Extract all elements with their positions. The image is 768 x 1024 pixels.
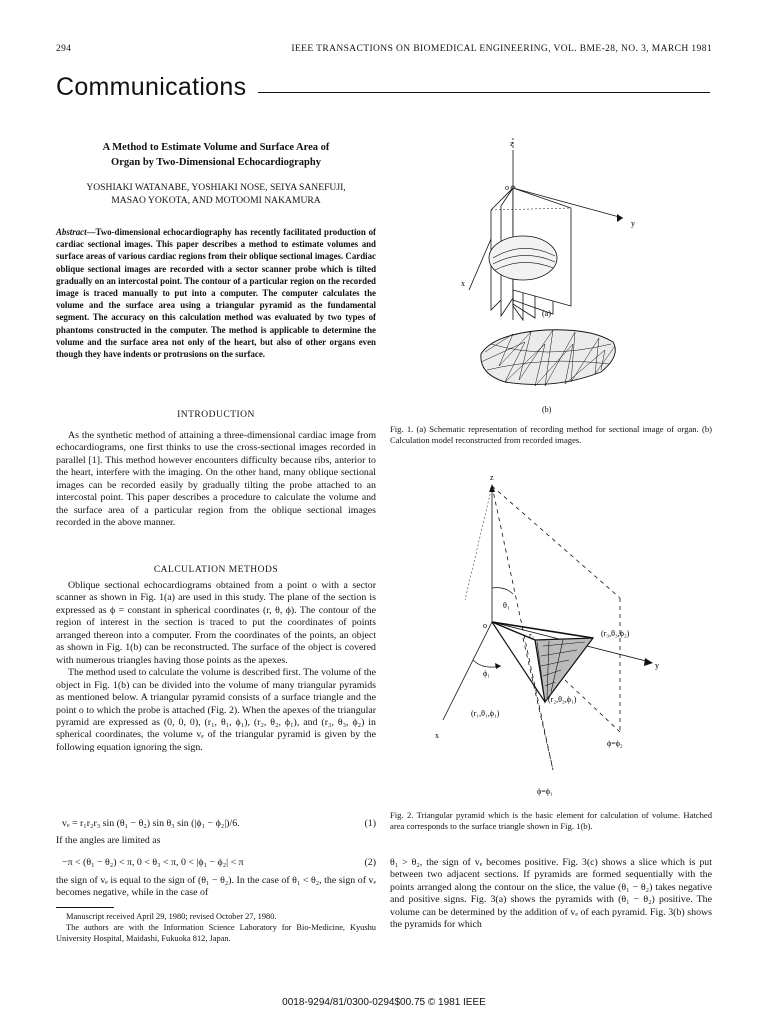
introduction-heading: INTRODUCTION xyxy=(177,410,255,420)
figure-2 xyxy=(425,470,665,800)
abstract-label: Abstract xyxy=(56,227,87,237)
abstract-text: —Two-dimensional echocardiography has recently facilitated production of cardiac sectional images. This paper describes a method to estimate volumes and surface areas of various cardiac regions from their oblique sectional images. Cardiac oblique sectional images are recorded with a sector scanner probe which is tilted gradually on an intercostal point. The contour of a particular region on the recorded image is traced manually to put into a computer. The computer calculates the volume and the surface area using a triangular pyramid as the fundamental segment. The accuracy on this calculation method was evaluated by two types of phantoms constructed in the computer. The method is applicable to determine the volume and the surface area not only of the heart, but also of other organs even though they have indents or protrusions on the surface. xyxy=(56,227,376,360)
figure-1-caption: Fig. 1. (a) Schematic representation of recording method for sectional image of organ. (b) Calculation model reconstructed from recorded images. xyxy=(390,424,712,445)
fig1-axis-z: z xyxy=(510,139,514,148)
footnote: Manuscript received April 29, 1980; revised October 27, 1980. The authors are with the Information Science Laboratory for Bio-Medicine, Kyushu University Hospital, Maidashi, Fukuoka 812, Japan. xyxy=(56,912,376,943)
fig2-phi1: ϕ₁ xyxy=(483,669,490,678)
fig2-point-1: (r₁,θ₁,ϕ₁) xyxy=(471,709,500,718)
fig1-label-a: (a) xyxy=(542,309,551,318)
page-number: 294 xyxy=(56,44,72,54)
figure-1 xyxy=(395,130,715,420)
figure-1a-schematic xyxy=(469,138,623,320)
fig1-axis-y: y xyxy=(631,219,635,228)
methods-para3: the sign of vₑ is equal to the sign of (θ₁ − θ₂). In the case of θ₁ < θ₂, the sign of vₑ becomes negative, while in the case of xyxy=(56,875,376,899)
fig2-axis-x: x xyxy=(435,731,439,740)
fig1-label-b: (b) xyxy=(542,405,552,414)
article-authors: YOSHIAKI WATANABE, YOSHIAKI NOSE, SEIYA SANEFUJI, MASAO YOKOTA, AND MOTOOMI NAKAMURA xyxy=(86,182,346,206)
journal-header: IEEE TRANSACTIONS ON BIOMEDICAL ENGINEERING, VOL. BME-28, NO. 3, MARCH 1981 xyxy=(291,44,712,54)
fig2-point-3: (r₃,θ₃,ϕ₂) xyxy=(601,629,630,638)
limits-text: If the angles are limited as xyxy=(56,835,161,846)
methods-heading: CALCULATION METHODS xyxy=(153,565,279,575)
figure-1b-model xyxy=(481,330,615,386)
fig2-theta1: θ₁ xyxy=(503,601,510,610)
equation-1: vₑ = r₁r₂r₃ sin (θ₁ − θ₂) sin θ₃ sin (|ϕ₁ − ϕ₂|)/6. (1) xyxy=(62,818,376,829)
copyright-line: 0018-9294/81/0300-0294$00.75 © 1981 IEEE xyxy=(282,997,486,1008)
abstract xyxy=(56,226,376,360)
figure-2-diagram xyxy=(443,484,653,770)
fig2-point-2: (r₂,θ₂,ϕ₁) xyxy=(548,695,577,704)
section-title-rule xyxy=(258,92,710,93)
equation-2: −π < (θ₁ − θ₂) < π, 0 < θ₃ < π, 0 < |ϕ₁ − ϕ₂| < π (2) xyxy=(62,857,376,868)
footnote-rule xyxy=(56,907,114,908)
fig1-origin: o xyxy=(505,183,509,192)
methods-continuation: θ₁ > θ₂, the sign of vₑ becomes positive. Fig. 3(c) shows a slice which is put between two adjacent sections. If pyramids are formed sequentially with the points arranged along the contour on the slice, the value (θ₁ − θ₂) takes negative and positive signs. Fig. 3(a) shows the pyramids with (θ₁ − θ₂) positive. The volume can be determined by the addition of vₑ of each pyramid. Fig. 3(b) shows the pyramids for which xyxy=(390,857,712,931)
methods-para1: Oblique sectional echocardiograms obtained from a point o with a sector scanner as shown in Fig. 1(a) are used in this study. The plane of the section is expressed as ϕ = constant in spherical coordinates (r, θ, ϕ). The contour of the region of interest in the section is traced to put the coordinates of points arranged thereon into a computer. From the coordinates of the points, an object as shown in Fig. 1(b) can be reconstructed. The surface of the object is covered with numerous triangles having those points as the apexes. xyxy=(56,580,376,666)
fig2-phi-eq-phi2: ϕ=ϕ₂ xyxy=(607,739,623,748)
fig2-phi-eq-phi1: ϕ=ϕ₁ xyxy=(537,787,553,796)
fig2-axis-y: y xyxy=(655,661,659,670)
fig2-r1: r₁ xyxy=(529,631,535,640)
figure-2-caption: Fig. 2. Triangular pyramid which is the basic element for calculation of volume. Hatched area corresponds to the surface triangle shown in Fig. 1(b). xyxy=(390,810,712,831)
methods-body xyxy=(56,580,376,754)
article-title: A Method to Estimate Volume and Surface Area of Organ by Two-Dimensional Echocardiography xyxy=(102,142,330,168)
fig2-axis-z: z xyxy=(490,473,494,482)
introduction-body: As the synthetic method of attaining a three-dimensional cardiac image from echocardiograms, one first thinks to use the cross-sectional images recorded in parallel [1]. This method however encounters difficulty because ribs, anterior to the heart, interfere with the imaging. On the other hand, many oblique sectional images can be recorded easily by gradually tilting the probe attached to an intercostal point. This paper describes a procedure to calculate the volume and the surface area of a particular region from the oblique sectional images recorded in the above manner. xyxy=(56,430,376,529)
fig2-origin: o xyxy=(483,621,487,630)
fig1-axis-x: x xyxy=(461,279,465,288)
section-title: Communications xyxy=(56,73,247,101)
methods-para2: The method used to calculate the volume is described first. The volume of the object in Fig. 1(b) can be divided into the volume of many triangular pyramids as mentioned below. A triangular pyramid consists of a surface triangle and the point o to which the probe is attached (Fig. 2). When the apexes of the triangular pyramid are expressed as (0, 0, 0), (r₁, θ₁, ϕ₁), (r₂, θ₂, ϕ₁), and (r₃, θ₃, ϕ₂) in spherical coordinates, the volume vₑ of the triangular pyramid is given by the following equation ignoring the sign. xyxy=(56,667,376,753)
